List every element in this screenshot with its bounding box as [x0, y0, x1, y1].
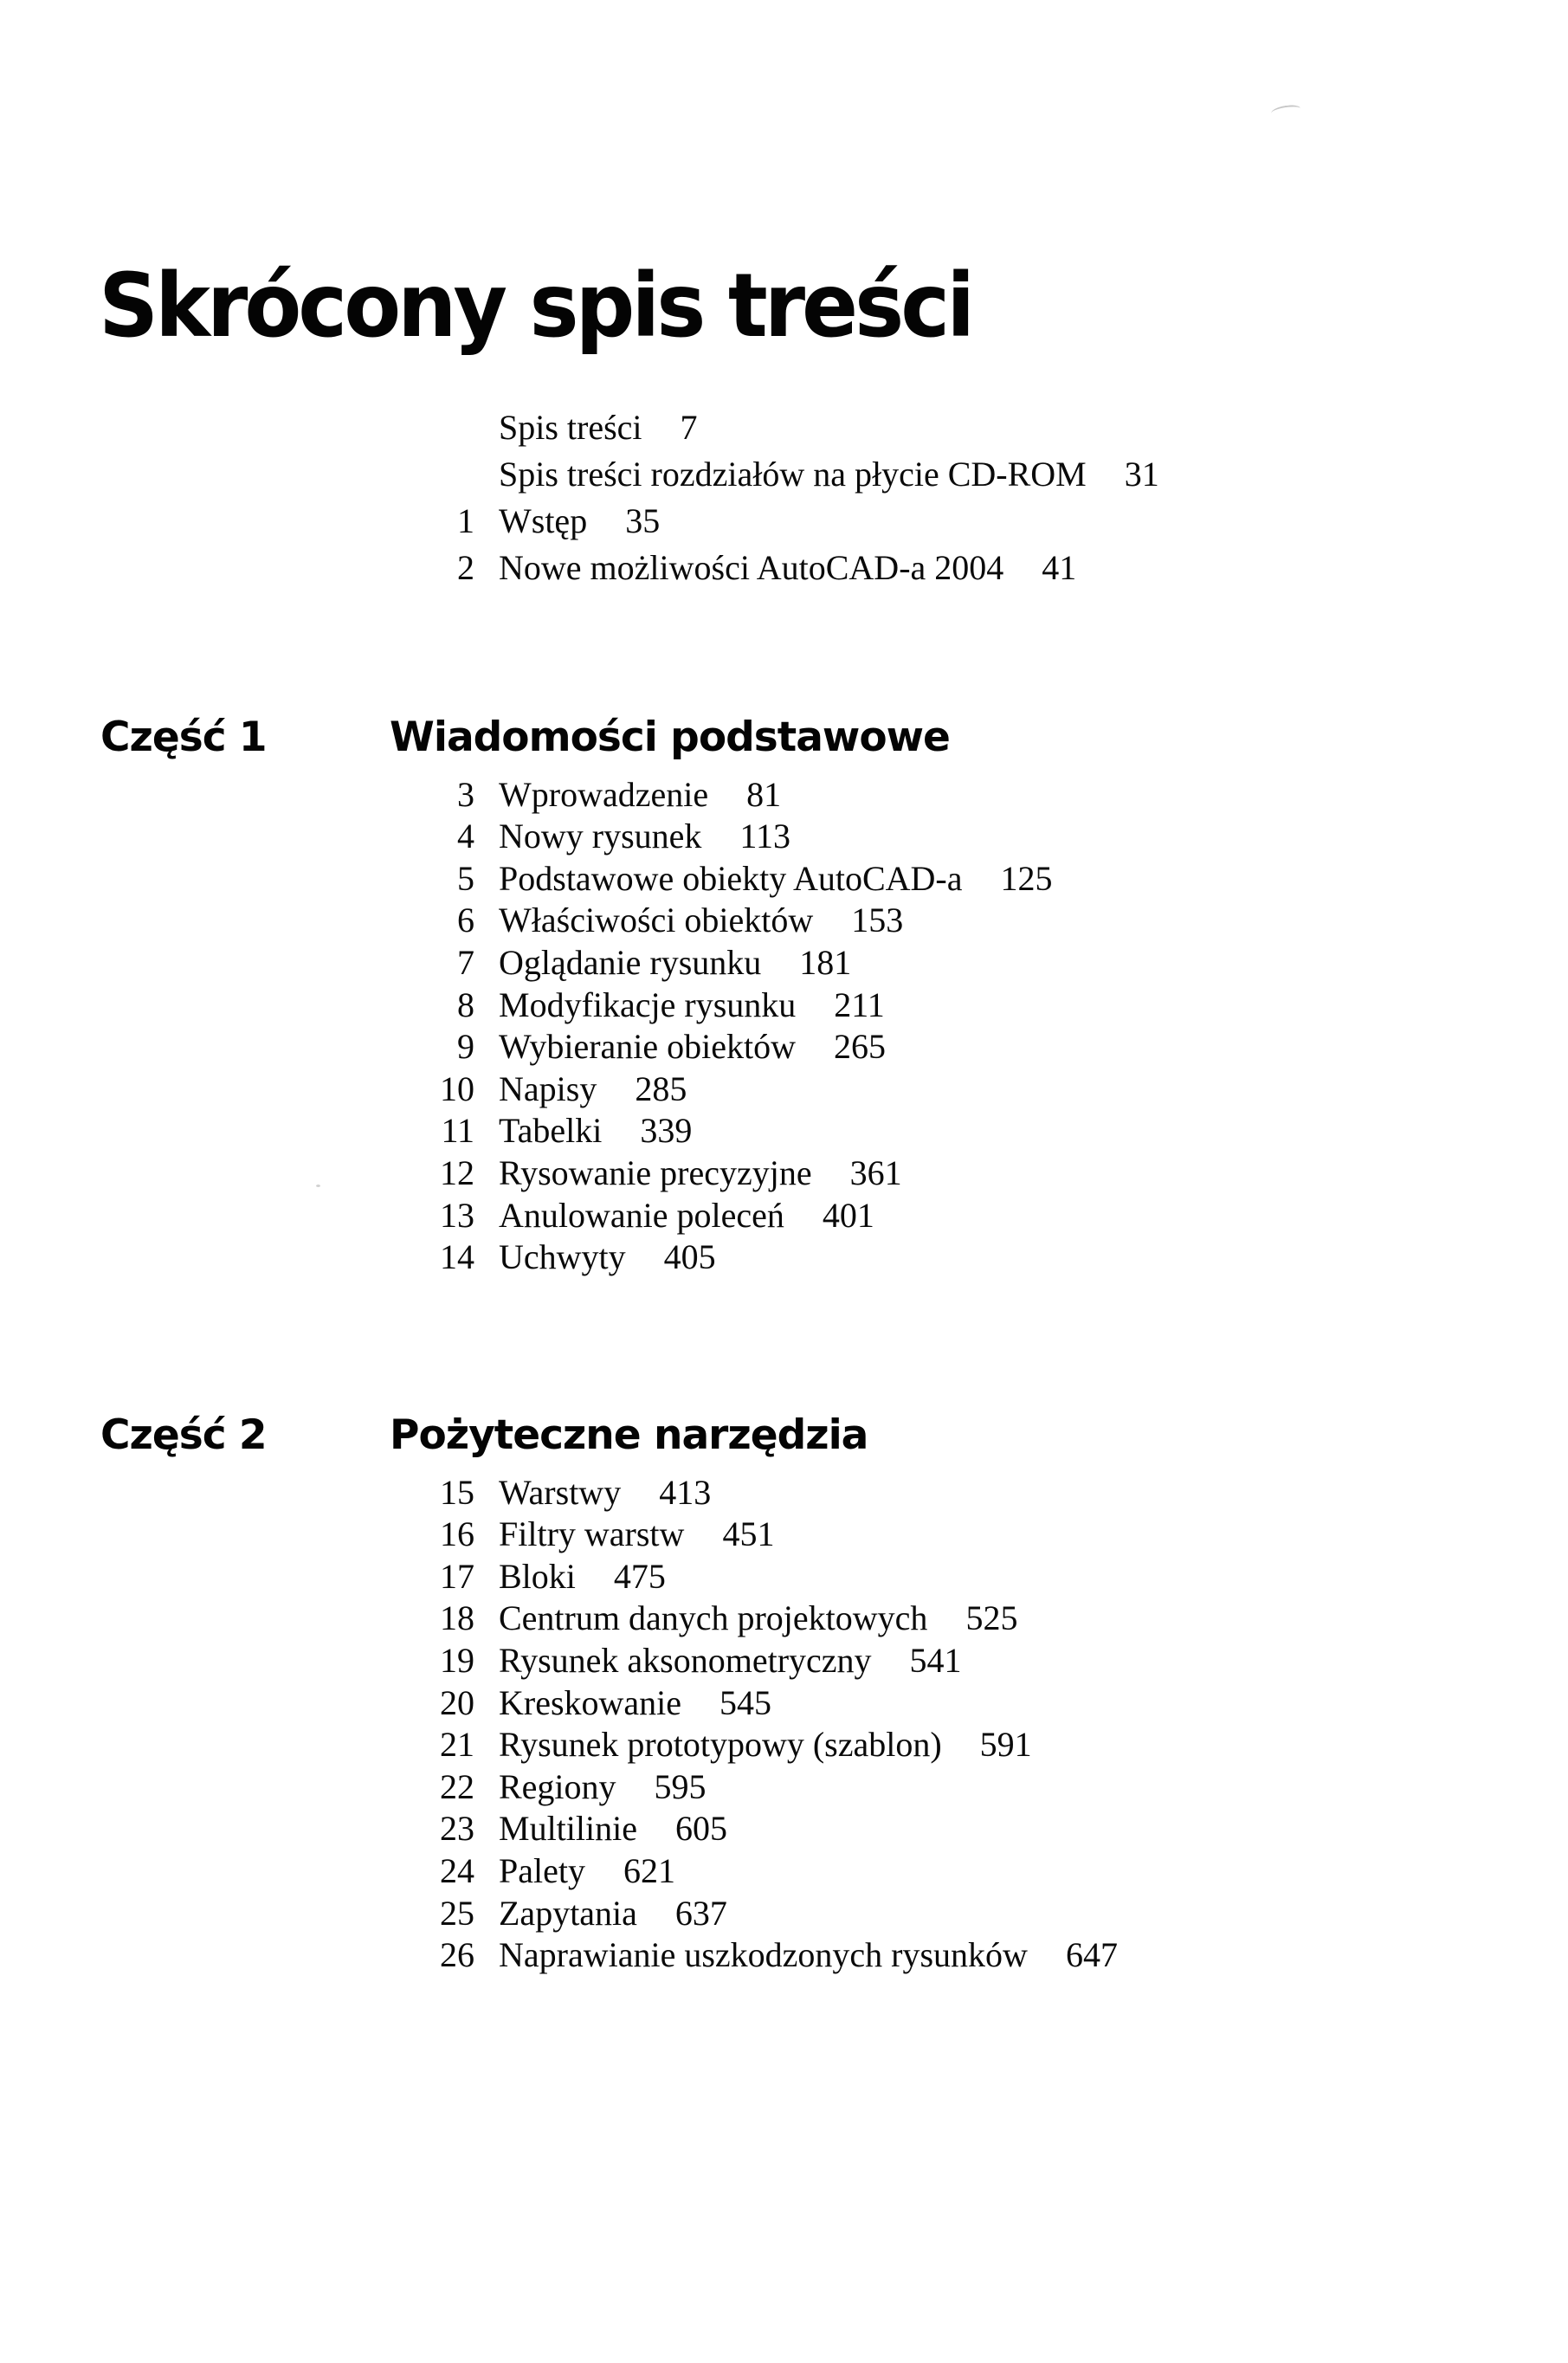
- chapter-title: Napisy: [499, 1069, 597, 1108]
- chapter-page-number: 153: [851, 901, 904, 940]
- chapter-number: 24: [440, 1851, 474, 1891]
- chapter-title: Naprawianie uszkodzonych rysunków: [499, 1935, 1028, 1975]
- chapter-page-number: 541: [909, 1641, 962, 1681]
- toc-entry: [364, 548, 1159, 597]
- chapter-page-number: 621: [623, 1851, 675, 1891]
- chapter-number: 7: [457, 943, 474, 983]
- chapter-page-number: 401: [822, 1195, 874, 1235]
- chapter-title: Wybieranie obiektów: [499, 1027, 797, 1067]
- chapter-title: Warstwy: [499, 1472, 622, 1512]
- toc-entry: [364, 858, 1053, 904]
- toc-entry: [364, 1556, 1118, 1602]
- chapter-title: Spis treści: [499, 408, 642, 447]
- chapter-title: Centrum danych projektowych: [499, 1598, 928, 1638]
- toc-entry: [364, 1893, 1118, 1939]
- toc-entry: [364, 1811, 1118, 1854]
- chapter-page-number: 595: [654, 1766, 707, 1806]
- chapter-number: 1: [457, 501, 474, 540]
- chapter-title: Palety: [499, 1851, 585, 1891]
- toc-entry: [364, 1153, 1053, 1198]
- chapter-number: 19: [440, 1641, 474, 1681]
- chapter-title: Regiony: [499, 1766, 616, 1806]
- chapter-number: 22: [440, 1766, 474, 1806]
- chapter-page-number: 525: [965, 1598, 1018, 1638]
- chapter-number: 17: [440, 1556, 474, 1596]
- toc-entry: [364, 1514, 1118, 1559]
- toc-entry: [364, 410, 1159, 457]
- toc-entry: [364, 943, 1053, 988]
- part-heading: Pożyteczne narzędzia: [390, 1411, 868, 1459]
- chapter-number: 2: [457, 548, 474, 587]
- chapter-title: Kreskowanie: [499, 1682, 682, 1722]
- chapter-page-number: 475: [613, 1556, 666, 1596]
- chapter-page-number: 413: [659, 1472, 712, 1512]
- part-heading: Wiadomości podstawowe: [390, 713, 950, 761]
- chapter-page-number: 405: [663, 1237, 716, 1277]
- chapter-number: 9: [457, 1027, 474, 1067]
- toc-entry: [364, 1237, 1053, 1282]
- toc-entry: [364, 1472, 1118, 1518]
- page-title: Skrócony spis treści: [99, 254, 972, 358]
- chapter-page-number: 211: [834, 985, 885, 1024]
- chapter-title: Wprowadzenie: [499, 774, 709, 814]
- chapter-title: Rysowanie precyzyjne: [499, 1153, 812, 1193]
- part-label: Część 1: [100, 713, 267, 761]
- chapter-number: 8: [457, 985, 474, 1024]
- chapter-number: 11: [441, 1111, 474, 1151]
- toc-entry: [364, 457, 1159, 504]
- chapter-title: Tabelki: [499, 1111, 603, 1151]
- chapter-page-number: 451: [722, 1514, 775, 1554]
- chapter-page-number: 113: [739, 817, 790, 856]
- chapter-title: Anulowanie poleceń: [499, 1195, 784, 1235]
- part-1-header: [100, 715, 1053, 760]
- toc-entry: [364, 985, 1053, 1030]
- chapter-page-number: 591: [979, 1725, 1032, 1765]
- chapter-number: 26: [440, 1935, 474, 1975]
- chapter-title: Uchwyty: [499, 1237, 626, 1277]
- chapter-title: Modyfikacje rysunku: [499, 985, 797, 1024]
- part-1-section: [100, 715, 1053, 1282]
- chapter-title: Wstęp: [499, 501, 588, 540]
- chapter-page-number: 41: [1042, 548, 1077, 587]
- part-label: Część 2: [100, 1411, 267, 1459]
- chapter-page-number: 125: [1000, 858, 1053, 898]
- chapter-title: Nowy rysunek: [499, 817, 702, 856]
- chapter-number: 10: [440, 1069, 474, 1108]
- toc-entry: [364, 1727, 1118, 1770]
- chapter-number: 13: [440, 1195, 474, 1235]
- chapter-title: Podstawowe obiekty AutoCAD-a: [499, 858, 963, 898]
- chapter-page-number: 181: [799, 943, 852, 983]
- chapter-number: 4: [457, 817, 474, 856]
- chapter-number: 5: [457, 858, 474, 898]
- toc-entry: [364, 1643, 1118, 1686]
- chapter-page-number: 31: [1124, 455, 1159, 494]
- toc-entry: [364, 1111, 1053, 1156]
- toc-entry: [364, 1027, 1053, 1072]
- chapter-title: Filtry warstw: [499, 1514, 685, 1554]
- chapter-page-number: 285: [635, 1069, 687, 1108]
- chapter-number: 15: [440, 1472, 474, 1512]
- chapter-page-number: 647: [1065, 1935, 1118, 1975]
- chapter-page-number: 81: [746, 774, 782, 814]
- chapter-number: 16: [440, 1514, 474, 1554]
- toc-entry: [364, 774, 1053, 820]
- scan-artifact: [1270, 104, 1300, 117]
- part-2-chapter-list: [364, 1472, 1118, 1980]
- chapter-number: 6: [457, 901, 474, 940]
- chapter-number: 25: [440, 1893, 474, 1933]
- toc-entry: [364, 1682, 1118, 1728]
- toc-entry: [364, 1069, 1053, 1114]
- chapter-number: 14: [440, 1237, 474, 1277]
- chapter-title: Multilinie: [499, 1809, 637, 1849]
- chapter-title: Rysunek aksonometryczny: [499, 1641, 872, 1681]
- chapter-page-number: 35: [625, 501, 661, 540]
- chapter-page-number: 605: [675, 1809, 727, 1849]
- chapter-number: 21: [440, 1725, 474, 1765]
- toc-entry: [364, 1766, 1118, 1812]
- chapter-title: Zapytania: [499, 1893, 637, 1933]
- toc-entry: [364, 1598, 1118, 1643]
- toc-entry: [364, 903, 1053, 946]
- toc-entry: [364, 1195, 1053, 1241]
- part-1-chapter-list: [364, 774, 1053, 1282]
- chapter-number: 18: [440, 1598, 474, 1638]
- chapter-page-number: 265: [834, 1027, 887, 1067]
- chapter-title: Właściwości obiektów: [499, 901, 814, 940]
- chapter-page-number: 7: [680, 408, 698, 447]
- chapter-number: 20: [440, 1682, 474, 1722]
- part-2-section: [100, 1413, 1118, 1980]
- chapter-title: Spis treści rozdziałów na płycie CD-ROM: [499, 455, 1087, 494]
- chapter-number: 23: [440, 1809, 474, 1849]
- chapter-page-number: 361: [849, 1153, 902, 1193]
- chapter-title: Nowe możliwości AutoCAD-a 2004: [499, 548, 1004, 587]
- toc-entry: [364, 1935, 1118, 1980]
- chapter-title: Rysunek prototypowy (szablon): [499, 1725, 942, 1765]
- front-matter-list: [364, 410, 1159, 597]
- chapter-title: Oglądanie rysunku: [499, 943, 762, 983]
- toc-entry: [364, 1851, 1118, 1896]
- chapter-number: 12: [440, 1153, 474, 1193]
- part-2-header: [100, 1413, 1118, 1458]
- chapter-title: Bloki: [499, 1556, 576, 1596]
- toc-entry: [364, 501, 1159, 551]
- chapter-page-number: 637: [674, 1893, 727, 1933]
- toc-entry: [364, 819, 1053, 862]
- chapter-page-number: 339: [640, 1111, 693, 1151]
- chapter-page-number: 545: [719, 1682, 772, 1722]
- chapter-number: 3: [457, 774, 474, 814]
